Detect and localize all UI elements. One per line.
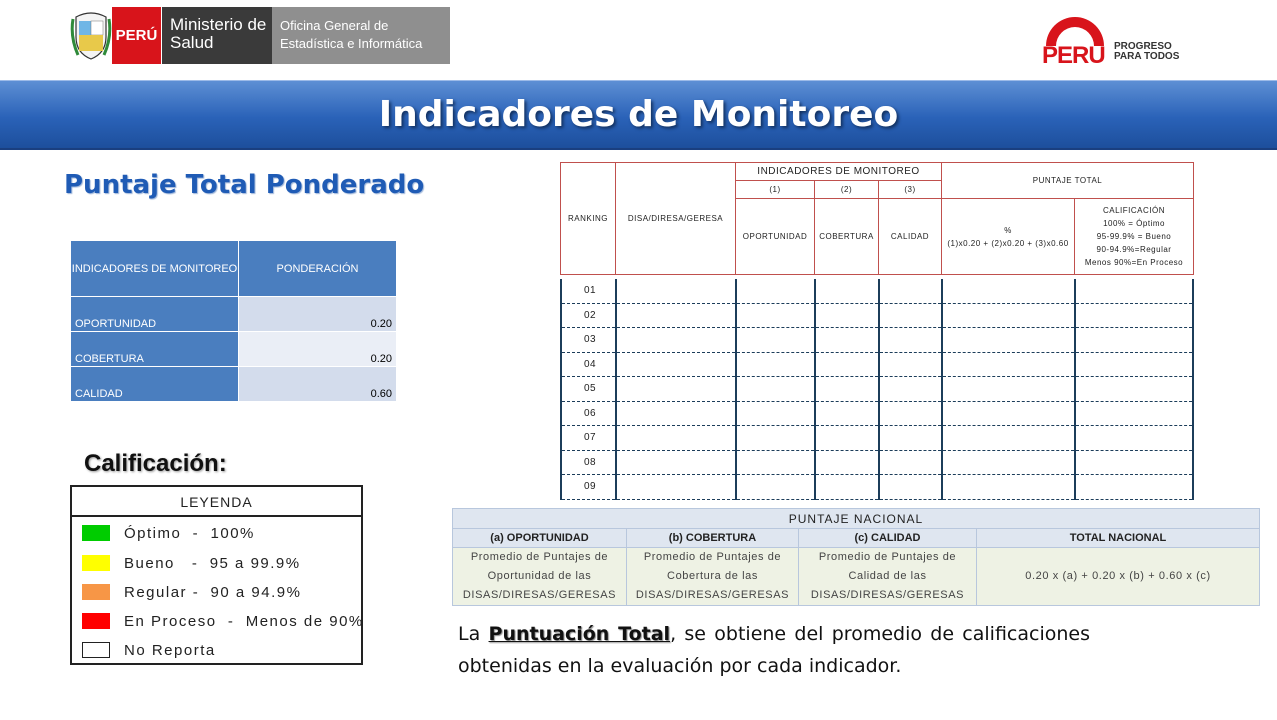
white-swatch (82, 642, 110, 658)
para-text: , se obtiene del promedio de calificaciones obtenidas en la evaluación por cada indicador. (458, 623, 1090, 677)
table-row (561, 279, 1193, 304)
legend-item (82, 641, 216, 659)
pct-formula-header (942, 199, 1075, 275)
table-row (71, 297, 397, 332)
title-bar (0, 80, 1277, 150)
table-row (561, 475, 1193, 500)
nacional-header: (a) OPORTUNIDAD (453, 529, 627, 548)
legend-text: Bueno - 95 a 99.9% (124, 554, 301, 572)
arch-icon (1040, 12, 1110, 46)
table-row (71, 332, 397, 367)
rank-number: 06 (561, 401, 616, 426)
calidad-header: CALIDAD (879, 199, 942, 275)
pond-label: CALIDAD (71, 367, 239, 402)
legend-text: En Proceso - Menos de 90% (124, 612, 364, 630)
minsa-logo (70, 7, 450, 64)
page-title: Indicadores de Monitoreo (378, 94, 899, 135)
table-row (561, 303, 1193, 328)
coat-of-arms-icon (70, 7, 112, 64)
puntaje-total-header: PUNTAJE TOTAL (942, 163, 1194, 199)
table-row (561, 426, 1193, 451)
puntaje-nacional-table (452, 508, 1260, 606)
table-row (561, 352, 1193, 377)
nacional-header: (c) CALIDAD (799, 529, 977, 548)
calif-line: Menos 90%=En Proceso (1084, 258, 1184, 267)
ppt-slogan: PROGRESO PARA TODOS (1114, 41, 1180, 62)
rank-number: 03 (561, 328, 616, 353)
rank-number: 09 (561, 475, 616, 500)
rank-number: 05 (561, 377, 616, 402)
office-name: Oficina General de Estadística e Informática (272, 7, 450, 64)
col-number: (1) (736, 181, 815, 199)
nacional-cell: Promedio de Puntajes de Cobertura de las DISAS/DIRESAS/GERESAS (627, 548, 799, 606)
legend-item (82, 524, 255, 542)
nacional-title: PUNTAJE NACIONAL (453, 509, 1260, 529)
oportunidad-header: OPORTUNIDAD (736, 199, 815, 275)
calif-line: CALIFICACIÓN (1102, 206, 1165, 215)
col-number: (3) (879, 181, 942, 199)
legend-title: LEYENDA (72, 487, 361, 517)
pond-value: 0.20 (239, 297, 397, 332)
legend-item (82, 583, 301, 601)
table-row (561, 328, 1193, 353)
para-bold: Puntuación Total (488, 623, 671, 645)
pond-header-ponderacion: PONDERACIÓN (239, 241, 397, 297)
ministry-name: Ministerio de Salud (162, 7, 272, 64)
nacional-header: TOTAL NACIONAL (977, 529, 1260, 548)
pct-symbol: % (1004, 225, 1012, 235)
legend-text: Óptimo - 100% (124, 524, 255, 542)
orange-swatch (82, 584, 110, 600)
nacional-cell: Promedio de Puntajes de Oportunidad de las DISAS/DIRESAS/GERESAS (453, 548, 627, 606)
ponderacion-table (70, 240, 397, 402)
calif-line: 100% = Óptimo (1103, 219, 1165, 228)
red-swatch (82, 613, 110, 629)
table-row (561, 401, 1193, 426)
legend-text: No Reporta (124, 641, 216, 659)
ppt-peru-label: PERÚ (1042, 42, 1105, 69)
legend-text: Regular - 90 a 94.9% (124, 583, 302, 601)
calificacion-heading: Calificación: (84, 450, 227, 477)
rank-number: 04 (561, 352, 616, 377)
nacional-header: (b) COBERTURA (627, 529, 799, 548)
indicadores-header: INDICADORES DE MONITOREO (736, 163, 942, 181)
calif-line: 90-94.9%=Regular (1096, 245, 1172, 254)
pond-label: OPORTUNIDAD (71, 297, 239, 332)
explanation-paragraph (458, 618, 1090, 682)
calif-line: 95-99.9% = Bueno (1096, 232, 1172, 241)
rank-number: 01 (561, 279, 616, 304)
legend-item (82, 612, 364, 630)
rank-number: 07 (561, 426, 616, 451)
rank-number: 08 (561, 450, 616, 475)
pond-value: 0.20 (239, 332, 397, 367)
ranking-header: RANKING (561, 163, 616, 275)
para-text: La (458, 623, 489, 645)
col-number: (2) (815, 181, 879, 199)
minsa-peru-label: PERÚ (112, 7, 162, 64)
table-row (71, 367, 397, 402)
green-swatch (82, 525, 110, 541)
legend-box (70, 485, 363, 665)
peru-progreso-logo (1040, 12, 1185, 68)
pond-value: 0.60 (239, 367, 397, 402)
pct-formula: (1)x0.20 + (2)x0.20 + (3)x0.60 (947, 238, 1069, 248)
yellow-swatch (82, 555, 110, 571)
pond-header-indicadores: INDICADORES DE MONITOREO (71, 241, 239, 297)
table-row (561, 450, 1193, 475)
ranking-table (560, 162, 1194, 499)
subtitle: Puntaje Total Ponderado (64, 170, 425, 200)
rank-number: 02 (561, 303, 616, 328)
nacional-cell: Promedio de Puntajes de Calidad de las DISAS/DIRESAS/GERESAS (799, 548, 977, 606)
table-row (561, 377, 1193, 402)
cobertura-header: COBERTURA (815, 199, 879, 275)
disa-header: DISA/DIRESA/GERESA (616, 163, 736, 275)
nacional-cell: 0.20 x (a) + 0.20 x (b) + 0.60 x (c) (977, 548, 1260, 606)
pond-label: COBERTURA (71, 332, 239, 367)
calificacion-header (1075, 199, 1194, 275)
legend-item (82, 554, 301, 572)
